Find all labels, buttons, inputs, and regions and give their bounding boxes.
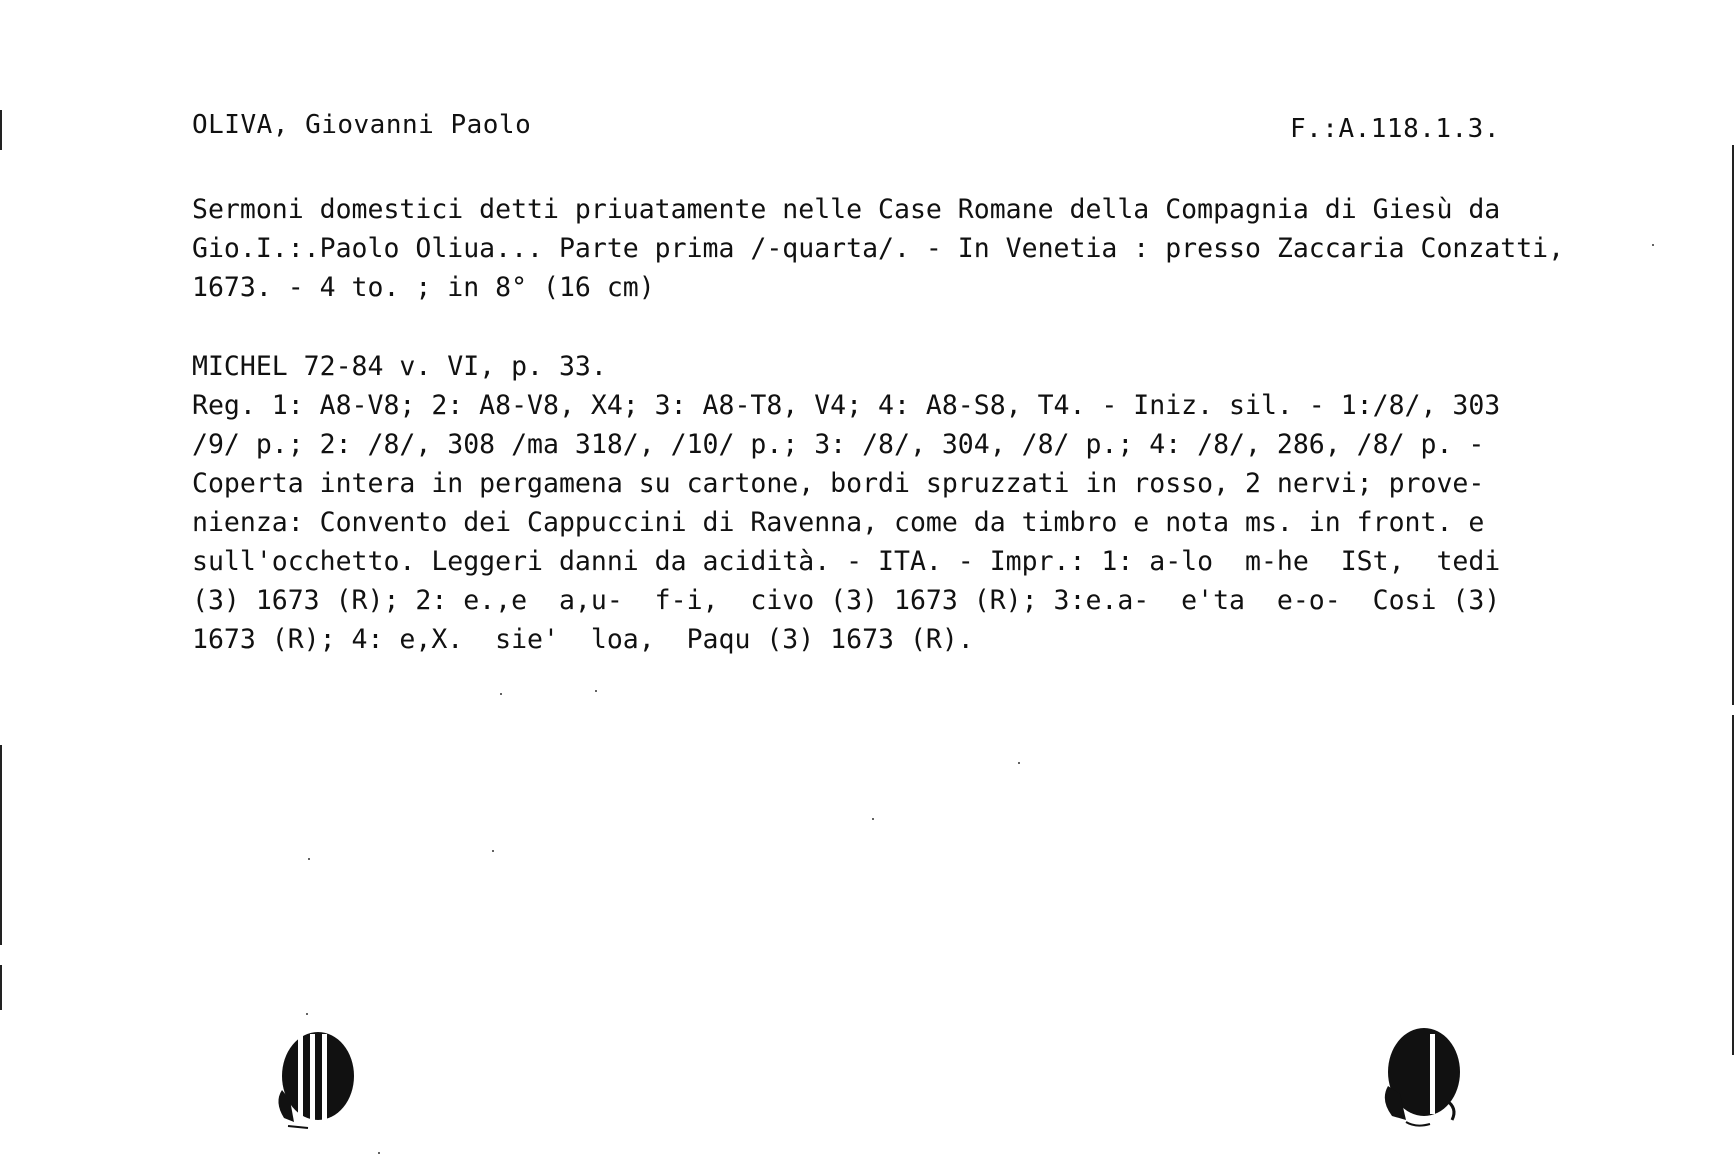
description-line: sull'occhetto. Leggeri danni da acidità. - ITA. - Impr.: 1: a-lo m-he ISt, tedi xyxy=(192,546,1501,577)
author-heading: OLIVA, Giovanni Paolo xyxy=(192,110,532,140)
punch-hole-mark-right xyxy=(1376,1028,1466,1128)
description-line: Coperta intera in pergamena su cartone, bordi spruzzati in rosso, 2 nervi; prove- xyxy=(192,468,1485,499)
scan-edge-mark xyxy=(0,745,2,945)
scan-speck xyxy=(872,818,874,820)
scan-speck xyxy=(595,690,597,692)
scan-speck xyxy=(500,693,502,695)
physical-description xyxy=(192,347,1592,659)
punch-hole-mark-left xyxy=(268,1030,358,1130)
scan-speck xyxy=(378,1152,380,1154)
scan-edge-mark xyxy=(1732,145,1734,705)
description-line: 1673 (R); 4: e,X. sie' loa, Paqu (3) 1673 (R). xyxy=(192,624,974,655)
scan-edge-mark xyxy=(0,965,2,1010)
scan-speck xyxy=(1652,244,1654,246)
scan-speck xyxy=(306,1013,308,1015)
title-statement xyxy=(192,190,1592,307)
description-line: nienza: Convento dei Cappuccini di Ravenna, come da timbro e nota ms. in front. e xyxy=(192,507,1485,538)
scan-speck xyxy=(1018,762,1020,764)
title-line: 1673. - 4 to. ; in 8° (16 cm) xyxy=(192,272,655,303)
title-line: Sermoni domestici detti priuatamente nelle Case Romane della Compagnia di Giesù da xyxy=(192,194,1501,225)
scan-edge-mark xyxy=(1732,715,1734,1055)
scan-speck xyxy=(308,858,310,860)
description-line: MICHEL 72-84 v. VI, p. 33. xyxy=(192,351,607,382)
shelfmark: F.:A.118.1.3. xyxy=(1290,114,1500,144)
description-line: (3) 1673 (R); 2: e.,e a,u- f-i, civo (3) 1673 (R); 3:e.a- e'ta e-o- Cosi (3) xyxy=(192,585,1501,616)
scan-speck xyxy=(492,850,494,852)
title-line: Gio.I.:.Paolo Oliua... Parte prima /-quarta/. - In Venetia : presso Zaccaria Conzatti, xyxy=(192,233,1565,264)
scan-edge-mark xyxy=(0,110,2,150)
description-line: Reg. 1: A8-V8; 2: A8-V8, X4; 3: A8-T8, V4; 4: A8-S8, T4. - Iniz. sil. - 1:/8/, 303 xyxy=(192,390,1501,421)
description-line: /9/ p.; 2: /8/, 308 /ma 318/, /10/ p.; 3: /8/, 304, /8/ p.; 4: /8/, 286, /8/ p. - xyxy=(192,429,1485,460)
